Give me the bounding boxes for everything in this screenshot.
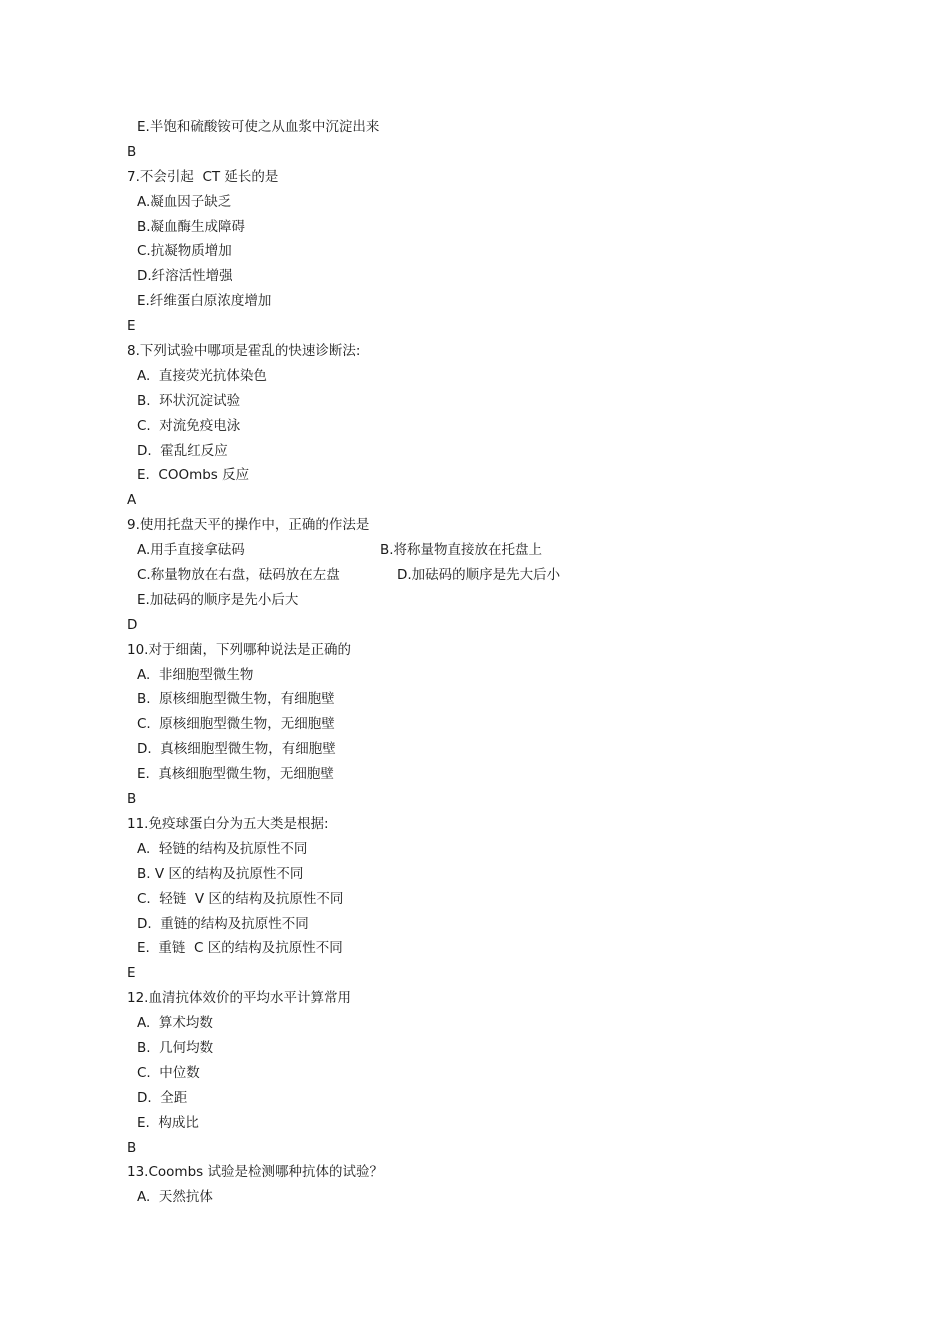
option-12d: D. 全距 bbox=[137, 1089, 188, 1106]
option-row-9ab bbox=[127, 538, 887, 563]
option-11c: C. 轻链 V 区的结构及抗原性不同 bbox=[137, 890, 344, 907]
option-12b: B. 几何均数 bbox=[137, 1039, 214, 1056]
option-11e: E. 重链 C 区的结构及抗原性不同 bbox=[137, 940, 343, 957]
question-8-stem: 8.下列试验中哪项是霍乱的快速诊断法: bbox=[127, 343, 361, 360]
option-10d: D. 真核细胞型微生物，有细胞壁 bbox=[137, 741, 336, 758]
option-9a: A.用手直接拿砝码 bbox=[137, 542, 245, 559]
question-9-stem: 9.使用托盘天平的操作中，正确的作法是 bbox=[127, 517, 370, 534]
answer-8: A bbox=[127, 492, 137, 509]
option-11b: B. V 区的结构及抗原性不同 bbox=[137, 865, 304, 882]
option-13a: A. 天然抗体 bbox=[137, 1189, 213, 1206]
answer-10: B bbox=[127, 791, 137, 808]
question-13-stem: 13.Coombs 试验是检测哪种抗体的试验？ bbox=[127, 1164, 383, 1181]
option-8e: E. COOmbs 反应 bbox=[137, 467, 250, 484]
question-10-stem: 10.对于细菌，下列哪种说法是正确的 bbox=[127, 641, 351, 658]
question-11-stem: 11.免疫球蛋白分为五大类是根据: bbox=[127, 815, 329, 832]
option-10c: C. 原核细胞型微生物，无细胞壁 bbox=[137, 716, 335, 733]
option-11a: A. 轻链的结构及抗原性不同 bbox=[137, 840, 308, 857]
option-12a: A. 算术均数 bbox=[137, 1015, 213, 1032]
option-8a: A. 直接荧光抗体染色 bbox=[137, 367, 267, 384]
answer-9: D bbox=[127, 616, 138, 633]
option-11d: D. 重链的结构及抗原性不同 bbox=[137, 915, 309, 932]
option-10b: B. 原核细胞型微生物，有细胞壁 bbox=[137, 691, 335, 708]
option-12e: E. 构成比 bbox=[137, 1114, 199, 1131]
option-12c: C. 中位数 bbox=[137, 1064, 200, 1081]
option-8c: C. 对流免疫电泳 bbox=[137, 417, 241, 434]
option-9e: E.加砝码的顺序是先小后大 bbox=[137, 591, 299, 608]
option-7d: D.纤溶活性增强 bbox=[137, 268, 233, 285]
answer-6: B bbox=[127, 143, 137, 160]
option-row-9cd bbox=[127, 563, 887, 588]
option-9b: B.将称量物直接放在托盘上 bbox=[380, 542, 543, 559]
answer-7: E bbox=[127, 318, 136, 335]
option-10a: A. 非细胞型微生物 bbox=[137, 666, 254, 683]
question-7-stem: 7.不会引起 CT 延长的是 bbox=[127, 168, 279, 185]
option-9c: C.称量物放在右盘，砝码放在左盘 bbox=[137, 567, 340, 584]
option-6e: E.半饱和硫酸铵可使之从血浆中沉淀出来 bbox=[137, 119, 380, 135]
document-page bbox=[127, 115, 887, 1210]
answer-11: E bbox=[127, 965, 136, 982]
question-12-stem: 12.血清抗体效价的平均水平计算常用 bbox=[127, 990, 351, 1007]
option-7b: B.凝血酶生成障碍 bbox=[137, 218, 246, 235]
option-7e: E.纤维蛋白原浓度增加 bbox=[137, 293, 272, 310]
option-9d: D.加砝码的顺序是先大后小 bbox=[397, 567, 561, 584]
option-7a: A.凝血因子缺乏 bbox=[137, 193, 232, 210]
answer-12: B bbox=[127, 1139, 137, 1156]
option-8d: D. 霍乱红反应 bbox=[137, 442, 228, 459]
option-8b: B. 环状沉淀试验 bbox=[137, 392, 241, 409]
option-7c: C.抗凝物质增加 bbox=[137, 243, 232, 260]
option-10e: E. 真核细胞型微生物，无细胞壁 bbox=[137, 766, 334, 783]
